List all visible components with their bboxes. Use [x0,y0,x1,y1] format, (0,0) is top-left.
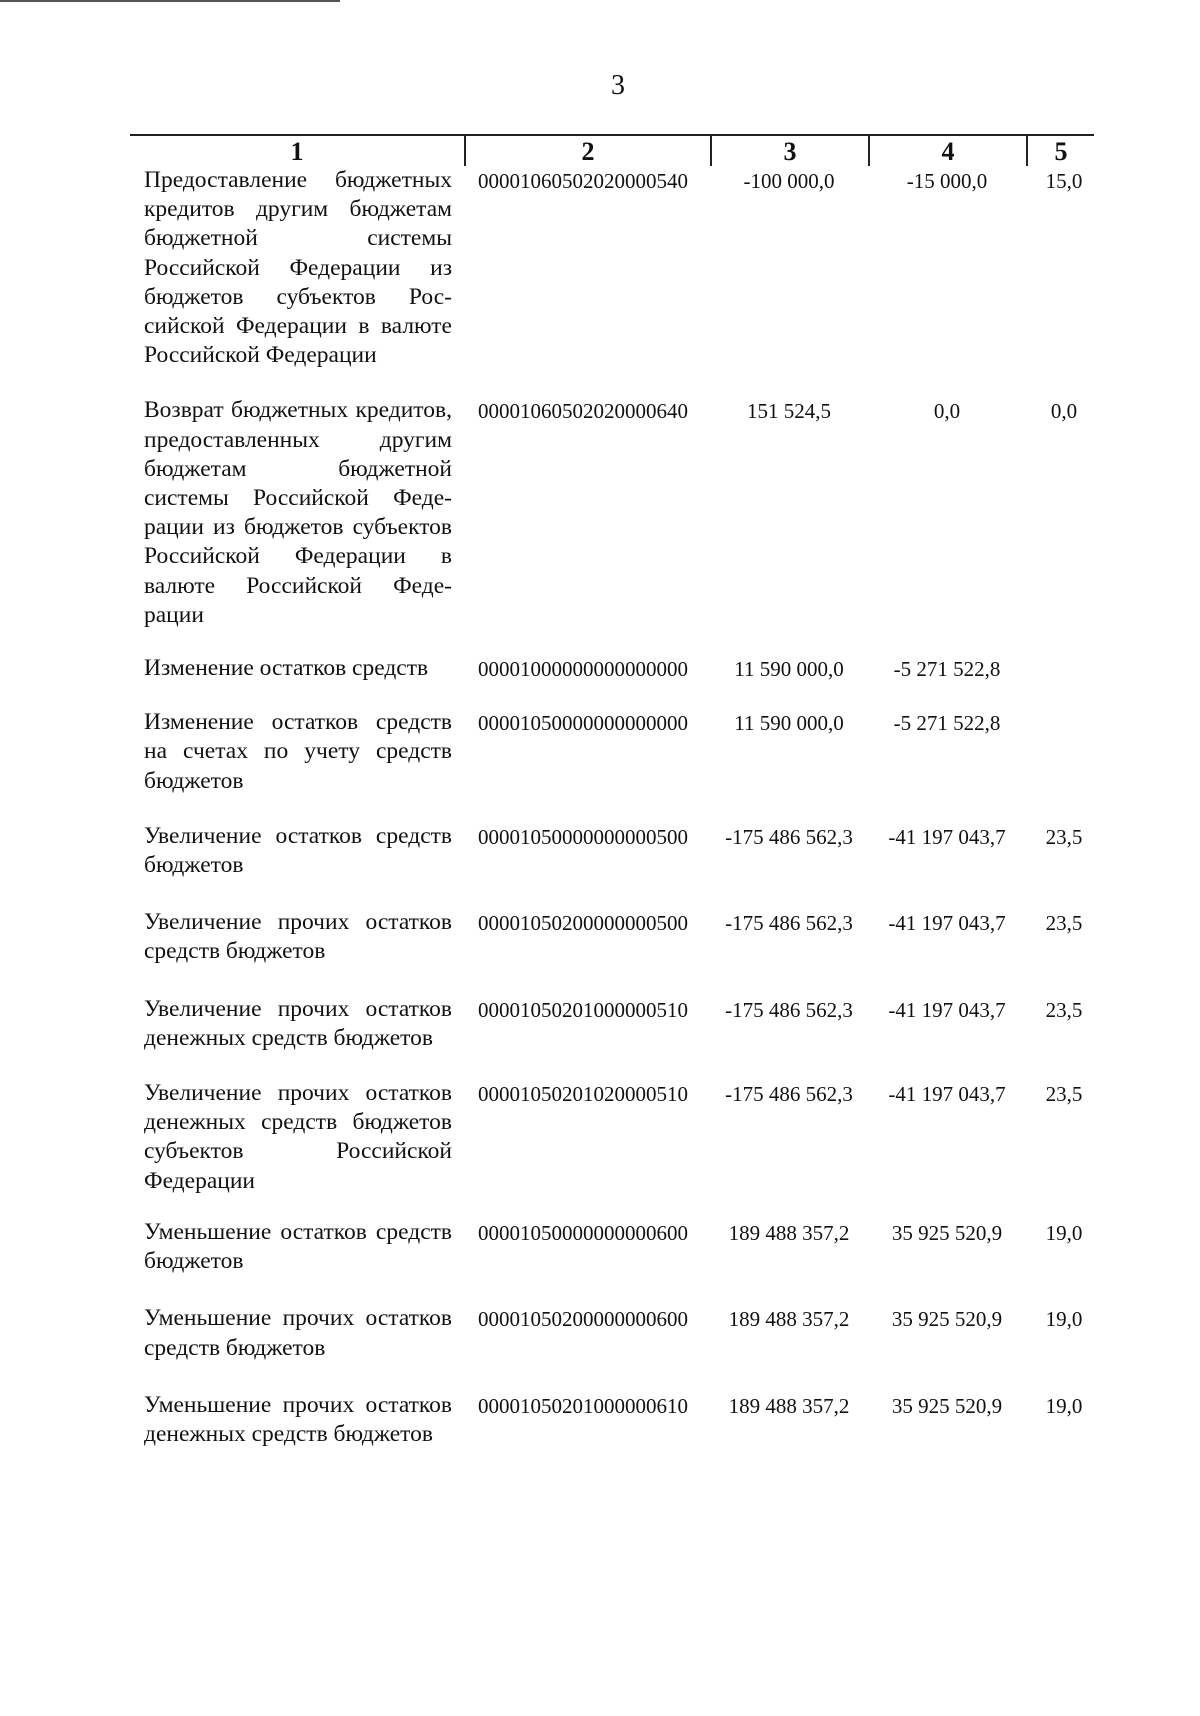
row-code: 00001050200000000600 [478,1307,688,1332]
column-header-2: 2 [464,136,710,166]
row-name: Уменьшение прочих остатков денежных средств бюджетов [144,1391,452,1447]
page-number: 3 [611,70,625,101]
row-plan: 189 488 357,2 [728,1307,850,1332]
row-percent: 15,0 [1045,169,1083,193]
row-percent: 23,5 [1045,911,1083,936]
row-percent: 19,0 [1045,1220,1083,1245]
row-name: Изменение остатков средств [144,655,429,682]
row-name: Уменьшение остатков средств бюджетов [144,1218,452,1275]
table-row [130,1218,1094,1276]
row-code: 00001050200000000500 [478,911,688,936]
row-name: Изменение остатков средств на счетах по учету средств бюджетов [144,709,452,794]
row-actual: -5 271 522,8 [893,711,1001,736]
table-row [130,822,1094,880]
row-plan: 11 590 000,0 [734,657,844,682]
budget-sources-table [130,134,1094,1449]
row-code: 00001060502020000640 [478,399,688,424]
table-row [130,396,1094,630]
row-percent: 23,5 [1045,997,1083,1022]
row-name: Увеличение прочих остатков денежных средств бюджетов субъектов Российской Федерации [144,1080,452,1194]
column-header-3: 3 [710,136,868,166]
column-header-1: 1 [290,137,304,166]
row-name: Предоставление бюджетных кредитов другим бюджетам бюджетной системы Российской Федерации из бюджетов субъектов Российской Федерации в валюте Российской Федерации [144,167,452,369]
row-plan: -175 486 562,3 [725,824,853,849]
table-row [130,1079,1094,1196]
row-plan: 189 488 357,2 [728,1220,850,1245]
table-row [130,1304,1094,1362]
row-name: Увеличение остатков средств бюджетов [144,822,452,879]
row-name: Увеличение прочих остатков средств бюджетов [144,909,452,965]
row-plan: -175 486 562,3 [725,911,853,936]
row-code: 00001050201000000510 [478,997,688,1022]
row-actual: -41 197 043,7 [888,911,1006,936]
row-percent: 23,5 [1045,824,1083,849]
table-row [130,908,1094,966]
row-plan: -175 486 562,3 [725,997,853,1022]
row-actual: 35 925 520,9 [891,1220,1003,1245]
row-actual: -41 197 043,7 [888,1082,1006,1107]
row-actual: 35 925 520,9 [891,1307,1003,1332]
row-name: Возврат бюджетных кредитов, предоставленных другим бюджетам бюджетной системы Российской Федерации из бюджетов субъектов Российской Федерации в валюте Российской Федерации [144,397,452,628]
row-plan: 189 488 357,2 [728,1393,850,1418]
row-code: 00001000000000000000 [478,657,688,682]
scan-edge-mark [0,0,340,2]
row-name: Увеличение прочих остатков денежных средств бюджетов [144,995,452,1051]
column-header-5: 5 [1026,136,1094,166]
row-plan: -175 486 562,3 [725,1082,853,1107]
row-percent: 19,0 [1045,1393,1083,1418]
row-percent: 19,0 [1045,1307,1083,1332]
row-percent: 0,0 [1050,399,1078,424]
row-percent [1026,708,1094,709]
table-header-row [130,134,1094,166]
row-plan: 11 590 000,0 [734,711,844,736]
row-code: 00001050000000000500 [478,824,688,849]
row-percent [1026,654,1094,655]
row-actual: 0,0 [933,399,961,424]
table-row [130,1391,1094,1449]
row-plan: -100 000,0 [743,169,835,193]
row-actual: 35 925 520,9 [891,1393,1003,1418]
row-percent: 23,5 [1045,1082,1083,1107]
row-actual: -41 197 043,7 [888,997,1006,1022]
row-name: Уменьшение прочих остатков средств бюджетов [144,1305,452,1361]
row-code: 00001050201000000610 [478,1393,688,1418]
row-actual: -15 000,0 [906,169,988,193]
row-plan: 151 524,5 [747,399,831,424]
row-code: 00001050000000000000 [478,711,688,736]
table-row [130,708,1094,796]
row-actual: -5 271 522,8 [893,657,1001,682]
table-row [130,995,1094,1053]
row-code: 00001050201020000510 [478,1082,688,1107]
column-header-4: 4 [868,136,1026,166]
table-row [130,654,1094,684]
row-actual: -41 197 043,7 [888,824,1006,849]
row-code: 00001050000000000600 [478,1220,688,1245]
table-row [130,166,1094,370]
row-code: 00001060502020000540 [478,169,688,193]
